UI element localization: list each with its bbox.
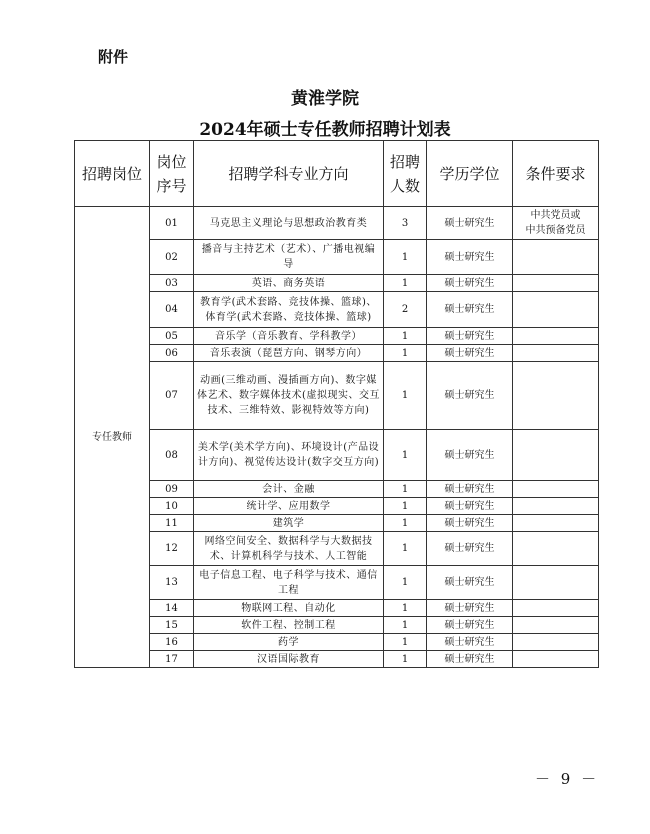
seq-cell: 10 (150, 498, 194, 515)
page-number: － 9 － (535, 770, 600, 788)
seq-cell: 02 (150, 240, 194, 275)
table-row (75, 515, 599, 532)
degree-cell: 硕士研究生 (427, 498, 513, 515)
table-row (75, 617, 599, 634)
degree-cell: 硕士研究生 (427, 345, 513, 362)
count-cell: 1 (384, 634, 427, 651)
degree-cell: 硕士研究生 (427, 617, 513, 634)
seq-cell: 05 (150, 328, 194, 345)
table-row (75, 362, 599, 430)
header-subject: 招聘学科专业方向 (194, 141, 384, 207)
table-row (75, 430, 599, 481)
seq-cell: 11 (150, 515, 194, 532)
seq-cell: 06 (150, 345, 194, 362)
condition-cell (513, 240, 599, 275)
subject-cell: 网络空间安全、数据科学与大数据技术、计算机科学与技术、人工智能 (194, 532, 384, 566)
seq-cell: 07 (150, 362, 194, 430)
seq-cell: 16 (150, 634, 194, 651)
condition-cell (513, 362, 599, 430)
condition-cell (513, 207, 599, 240)
subject-cell: 建筑学 (194, 515, 384, 532)
count-cell: 1 (384, 498, 427, 515)
subject-cell: 物联网工程、自动化 (194, 600, 384, 617)
count-cell: 1 (384, 345, 427, 362)
seq-cell: 08 (150, 430, 194, 481)
condition-cell (513, 430, 599, 481)
degree-cell: 硕士研究生 (427, 207, 513, 240)
condition-line1: 中共党员或 (530, 210, 581, 221)
table-row (75, 532, 599, 566)
count-cell: 1 (384, 430, 427, 481)
header-seq-line1: 岗位 (156, 152, 187, 171)
table-row (75, 600, 599, 617)
subject-cell: 美术学(美术学方向)、环境设计(产品设计方向)、视觉传达设计(数字交互方向) (194, 430, 384, 481)
header-degree: 学历学位 (427, 141, 513, 207)
degree-cell: 硕士研究生 (427, 532, 513, 566)
condition-cell (513, 292, 599, 328)
seq-cell: 03 (150, 275, 194, 292)
table-row (75, 345, 599, 362)
header-condition: 条件要求 (513, 141, 599, 207)
degree-cell: 硕士研究生 (427, 362, 513, 430)
count-cell: 1 (384, 362, 427, 430)
subject-cell: 药学 (194, 634, 384, 651)
recruitment-table (74, 140, 599, 668)
degree-cell: 硕士研究生 (427, 600, 513, 617)
seq-cell: 09 (150, 481, 194, 498)
condition-cell (513, 651, 599, 668)
seq-cell: 04 (150, 292, 194, 328)
condition-cell (513, 532, 599, 566)
subject-cell: 统计学、应用数学 (194, 498, 384, 515)
seq-cell: 01 (150, 207, 194, 240)
condition-cell (513, 481, 599, 498)
table-row (75, 292, 599, 328)
degree-cell: 硕士研究生 (427, 292, 513, 328)
count-cell: 1 (384, 240, 427, 275)
condition-cell (513, 275, 599, 292)
count-cell: 1 (384, 566, 427, 600)
count-cell: 1 (384, 617, 427, 634)
plan-title: 2024年硕士专任教师招聘计划表 (199, 120, 451, 140)
header-count-line1: 招聘 (389, 152, 420, 171)
degree-cell: 硕士研究生 (427, 430, 513, 481)
seq-cell: 12 (150, 532, 194, 566)
degree-cell: 硕士研究生 (427, 515, 513, 532)
seq-cell: 15 (150, 617, 194, 634)
degree-cell: 硕士研究生 (427, 566, 513, 600)
subject-cell: 会计、金融 (194, 481, 384, 498)
table-row (75, 634, 599, 651)
count-cell: 1 (384, 600, 427, 617)
degree-cell: 硕士研究生 (427, 634, 513, 651)
seq-cell: 17 (150, 651, 194, 668)
table-header-row (75, 141, 599, 207)
institution-title: 黄淮学院 (291, 89, 359, 109)
subject-cell: 播音与主持艺术（艺术）、广播电视编导 (194, 240, 384, 275)
count-cell: 1 (384, 532, 427, 566)
subject-cell: 软件工程、控制工程 (194, 617, 384, 634)
post-cell: 专任教师 (75, 207, 150, 668)
header-post: 招聘岗位 (75, 141, 150, 207)
degree-cell: 硕士研究生 (427, 481, 513, 498)
count-cell: 1 (384, 481, 427, 498)
condition-cell (513, 515, 599, 532)
count-cell: 1 (384, 328, 427, 345)
header-seq-line2: 序号 (156, 176, 187, 195)
count-cell: 2 (384, 292, 427, 328)
condition-line2: 中共预备党员 (525, 225, 586, 236)
condition-cell (513, 600, 599, 617)
count-cell: 1 (384, 275, 427, 292)
header-count (384, 141, 427, 207)
table-row (75, 651, 599, 668)
table-row (75, 328, 599, 345)
seq-cell: 13 (150, 566, 194, 600)
table-row (75, 498, 599, 515)
subject-cell: 汉语国际教育 (194, 651, 384, 668)
subject-cell: 教育学(武术套路、竞技体操、篮球)、体育学(武术套路、竞技体操、篮球) (194, 292, 384, 328)
attachment-label: 附件 (98, 48, 129, 66)
subject-cell: 电子信息工程、电子科学与技术、通信工程 (194, 566, 384, 600)
count-cell: 3 (384, 207, 427, 240)
count-cell: 1 (384, 651, 427, 668)
degree-cell: 硕士研究生 (427, 275, 513, 292)
condition-cell (513, 617, 599, 634)
subject-cell: 马克思主义理论与思想政治教育类 (194, 207, 384, 240)
subject-cell: 英语、商务英语 (194, 275, 384, 292)
subject-cell: 动画(三维动画、漫插画方向)、数字媒体艺术、数字媒体技术(虚拟现实、交互技术、三维特效、影视特效等方向) (194, 362, 384, 430)
header-seq (150, 141, 194, 207)
seq-cell: 14 (150, 600, 194, 617)
condition-cell (513, 566, 599, 600)
degree-cell: 硕士研究生 (427, 651, 513, 668)
subject-cell: 音乐表演（琵琶方向、钢琴方向） (194, 345, 384, 362)
table-row (75, 566, 599, 600)
condition-cell (513, 345, 599, 362)
condition-cell (513, 634, 599, 651)
header-count-line2: 人数 (389, 176, 420, 195)
subject-cell: 音乐学（音乐教育、学科教学） (194, 328, 384, 345)
table-row (75, 240, 599, 275)
count-cell: 1 (384, 515, 427, 532)
table-row (75, 481, 599, 498)
condition-cell (513, 498, 599, 515)
table-row (75, 207, 599, 240)
table-row (75, 275, 599, 292)
degree-cell: 硕士研究生 (427, 328, 513, 345)
degree-cell: 硕士研究生 (427, 240, 513, 275)
condition-cell (513, 328, 599, 345)
